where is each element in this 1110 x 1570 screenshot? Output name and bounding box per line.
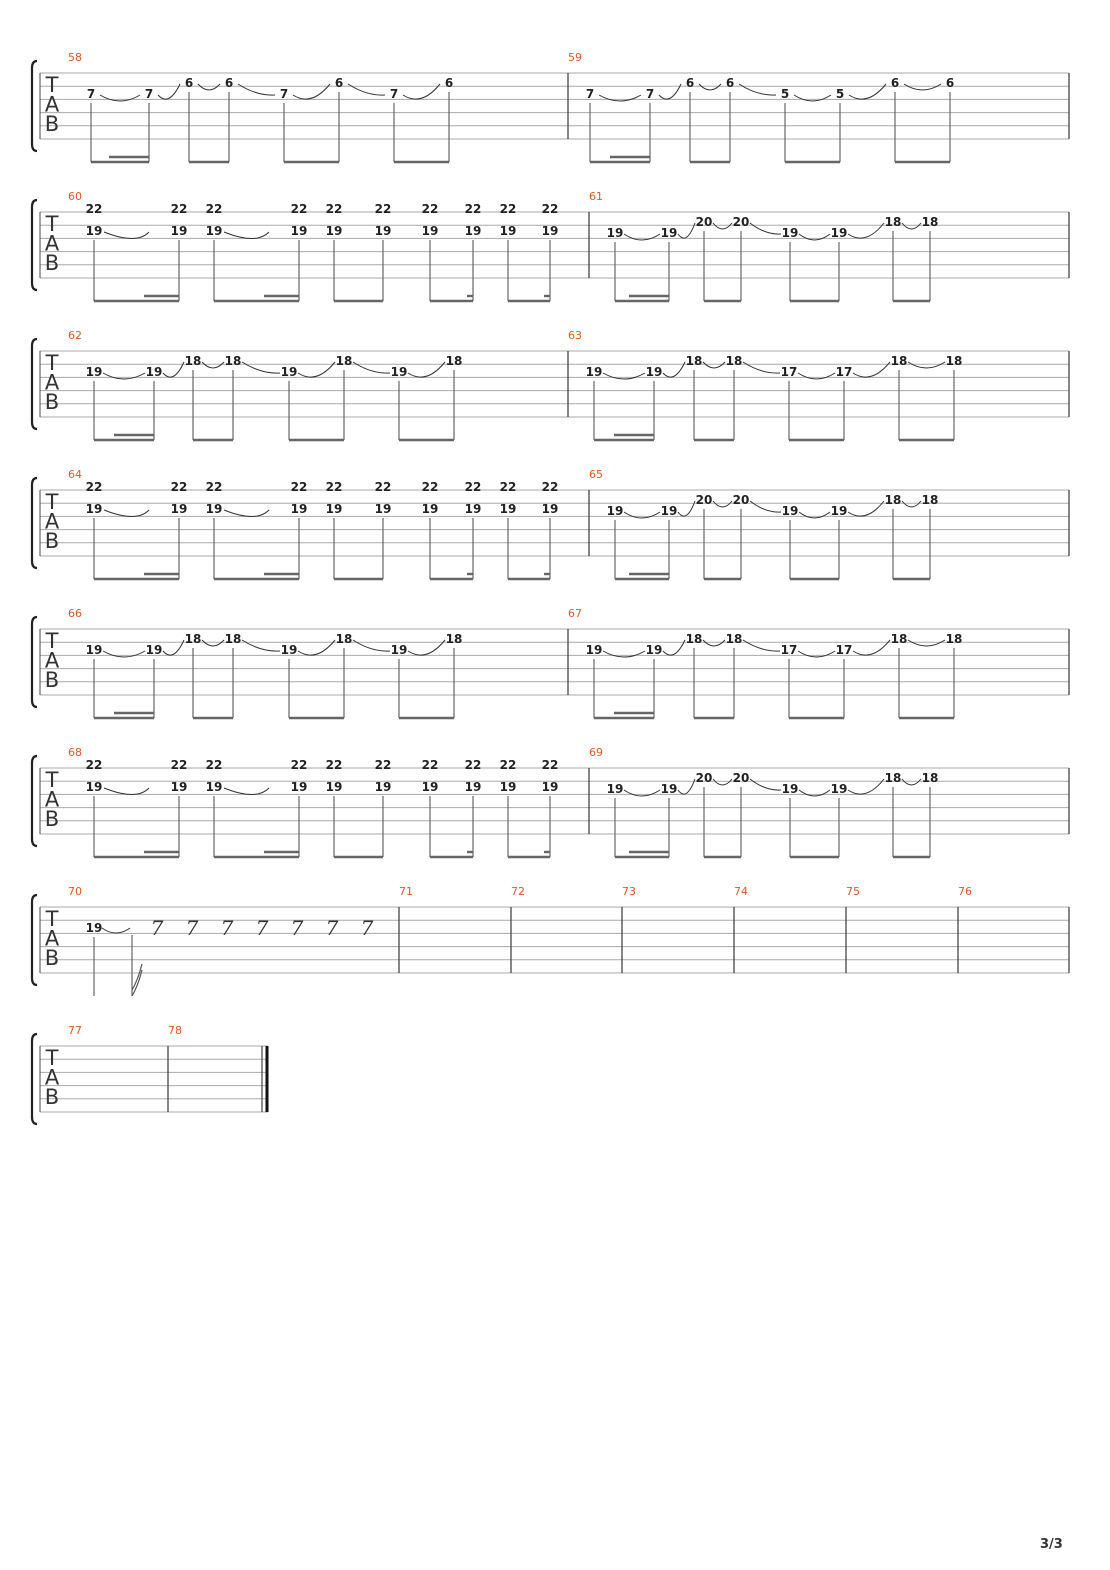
tie — [224, 232, 269, 239]
eighth-rest: 7 — [325, 916, 339, 940]
tie — [104, 788, 149, 795]
measure-number: 64 — [68, 468, 82, 481]
fret-number: 18 — [945, 354, 963, 368]
staff-system — [32, 607, 1069, 718]
tie — [599, 95, 641, 101]
tab-clef-letter: T — [45, 490, 59, 514]
tie — [798, 373, 835, 379]
fret-number: 18 — [884, 215, 902, 229]
tie — [103, 651, 145, 657]
tie — [353, 362, 390, 373]
tie — [703, 640, 725, 646]
tie — [750, 223, 781, 234]
fret-number: 18 — [445, 354, 463, 368]
fret-number: 18 — [884, 493, 902, 507]
fret-number: 18 — [685, 632, 703, 646]
tie — [238, 84, 275, 95]
tab-clef-letter: B — [44, 1085, 60, 1109]
fret-number: 18 — [921, 493, 939, 507]
tie — [799, 234, 830, 240]
fret-number: 17 — [835, 643, 853, 657]
fret-number: 22 — [85, 480, 103, 494]
fret-number: 19 — [781, 504, 799, 518]
measure-number: 73 — [622, 885, 636, 898]
fret-number: 19 — [205, 780, 223, 794]
fret-number: 18 — [224, 354, 242, 368]
fret-number: 18 — [725, 632, 743, 646]
measure-number: 60 — [68, 190, 82, 203]
staff-system — [32, 51, 1069, 162]
fret-number: 22 — [464, 202, 482, 216]
measure-number: 71 — [399, 885, 413, 898]
eighth-rest: 7 — [360, 916, 374, 940]
fret-number: 18 — [445, 632, 463, 646]
tie — [743, 640, 780, 651]
fret-number: 22 — [499, 758, 517, 772]
fret-number: 19 — [85, 224, 103, 238]
tie — [743, 362, 780, 373]
tie — [242, 362, 280, 373]
fret-number: 22 — [374, 202, 392, 216]
fret-number: 20 — [695, 493, 713, 507]
tie — [104, 232, 149, 239]
fret-number: 19 — [585, 643, 603, 657]
fret-number: 22 — [290, 758, 308, 772]
tie — [794, 95, 831, 101]
fret-number: 22 — [290, 480, 308, 494]
fret-number: 6 — [184, 76, 194, 90]
staff-system — [32, 468, 1069, 579]
fret-number: 19 — [499, 224, 517, 238]
measure-number: 58 — [68, 51, 82, 64]
tie — [224, 510, 269, 517]
tie — [739, 84, 776, 95]
eighth-rest: 7 — [255, 916, 269, 940]
measure-number: 69 — [589, 746, 603, 759]
fret-number: 22 — [205, 202, 223, 216]
fret-number: 19 — [645, 643, 663, 657]
fret-number: 19 — [830, 782, 848, 796]
fret-number: 18 — [685, 354, 703, 368]
fret-number: 19 — [390, 365, 408, 379]
tie — [699, 84, 721, 90]
fret-number: 22 — [170, 758, 188, 772]
fret-number: 22 — [325, 758, 343, 772]
measure-number: 74 — [734, 885, 748, 898]
fret-number: 19 — [374, 502, 392, 516]
fret-number: 19 — [85, 502, 103, 516]
fret-number: 6 — [334, 76, 344, 90]
fret-number: 19 — [290, 780, 308, 794]
fret-number: 19 — [421, 224, 439, 238]
fret-number: 20 — [695, 771, 713, 785]
note-flag — [132, 964, 142, 996]
fret-number: 19 — [290, 224, 308, 238]
fret-number: 19 — [499, 502, 517, 516]
fret-number: 19 — [280, 365, 298, 379]
fret-number: 19 — [585, 365, 603, 379]
fret-number: 22 — [205, 758, 223, 772]
tab-clef-letter: A — [44, 92, 60, 117]
fret-number: 18 — [921, 771, 939, 785]
measure-number: 61 — [589, 190, 603, 203]
tie — [603, 373, 645, 379]
staff-system — [32, 746, 1069, 857]
fret-number: 22 — [170, 480, 188, 494]
fret-number: 19 — [660, 226, 678, 240]
fret-number: 19 — [464, 780, 482, 794]
fret-number: 19 — [464, 224, 482, 238]
fret-number: 18 — [335, 354, 353, 368]
fret-number: 6 — [890, 76, 900, 90]
fret-number: 19 — [660, 504, 678, 518]
tie — [624, 790, 660, 796]
fret-number: 19 — [390, 643, 408, 657]
fret-number: 19 — [541, 502, 559, 516]
fret-number: 20 — [732, 771, 750, 785]
fret-number: 22 — [325, 480, 343, 494]
fret-number: 7 — [585, 87, 595, 101]
tie — [902, 501, 921, 507]
staff-system — [32, 885, 1069, 996]
tab-clef-letter: T — [45, 907, 59, 931]
tab-clef-letter: B — [44, 112, 60, 136]
fret-number: 6 — [945, 76, 955, 90]
fret-number: 22 — [464, 480, 482, 494]
tab-clef-letter: T — [45, 768, 59, 792]
fret-number: 7 — [86, 87, 96, 101]
fret-number: 6 — [224, 76, 234, 90]
tie — [713, 779, 732, 785]
measure-number: 62 — [68, 329, 82, 342]
fret-number: 19 — [325, 780, 343, 794]
measure-number: 68 — [68, 746, 82, 759]
tab-clef-letter: T — [45, 629, 59, 653]
measure-number: 59 — [568, 51, 582, 64]
measure-number: 77 — [68, 1024, 82, 1037]
fret-number: 18 — [890, 632, 908, 646]
tie — [904, 84, 941, 90]
fret-number: 18 — [945, 632, 963, 646]
fret-number: 19 — [85, 921, 103, 935]
fret-number: 20 — [732, 493, 750, 507]
fret-number: 19 — [499, 780, 517, 794]
tie — [624, 512, 660, 518]
fret-number: 7 — [144, 87, 154, 101]
page-number: 3/3 — [1040, 1537, 1063, 1552]
tie — [102, 928, 130, 933]
fret-number: 19 — [85, 780, 103, 794]
fret-number: 19 — [145, 643, 163, 657]
fret-number: 22 — [205, 480, 223, 494]
fret-number: 17 — [835, 365, 853, 379]
tie — [100, 95, 140, 101]
eighth-rest: 7 — [290, 916, 304, 940]
measure-number: 78 — [168, 1024, 182, 1037]
measure-number: 66 — [68, 607, 82, 620]
fret-number: 22 — [85, 202, 103, 216]
tab-clef-letter: T — [45, 212, 59, 236]
fret-number: 19 — [830, 504, 848, 518]
fret-number: 19 — [464, 502, 482, 516]
tie — [750, 501, 781, 512]
fret-number: 22 — [541, 202, 559, 216]
fret-number: 19 — [374, 780, 392, 794]
fret-number: 19 — [781, 782, 799, 796]
tab-clef-letter: T — [45, 1046, 59, 1070]
fret-number: 5 — [835, 87, 845, 101]
measure-number: 75 — [846, 885, 860, 898]
fret-number: 18 — [884, 771, 902, 785]
fret-number: 5 — [780, 87, 790, 101]
fret-number: 19 — [205, 224, 223, 238]
fret-number: 22 — [85, 758, 103, 772]
tie — [624, 234, 660, 240]
fret-number: 19 — [170, 780, 188, 794]
tie — [242, 640, 280, 651]
tie — [202, 640, 224, 646]
tie — [348, 84, 385, 95]
tie — [103, 373, 145, 379]
fret-number: 7 — [389, 87, 399, 101]
system-bracket — [32, 1034, 37, 1124]
fret-number: 22 — [374, 480, 392, 494]
tab-clef-letter: B — [44, 668, 60, 692]
fret-number: 19 — [541, 780, 559, 794]
fret-number: 19 — [170, 224, 188, 238]
system-bracket — [32, 200, 37, 290]
system-bracket — [32, 617, 37, 707]
system-bracket — [32, 478, 37, 568]
tie — [750, 779, 781, 790]
fret-number: 6 — [685, 76, 695, 90]
tie — [908, 362, 945, 368]
fret-number: 18 — [725, 354, 743, 368]
system-bracket — [32, 895, 37, 985]
staff-system — [32, 1024, 268, 1124]
fret-number: 19 — [606, 504, 624, 518]
fret-number: 18 — [224, 632, 242, 646]
measure-number: 76 — [958, 885, 972, 898]
fret-number: 19 — [374, 224, 392, 238]
fret-number: 18 — [890, 354, 908, 368]
fret-number: 19 — [830, 226, 848, 240]
tie — [713, 223, 732, 229]
tie — [202, 362, 224, 368]
fret-number: 20 — [695, 215, 713, 229]
fret-number: 22 — [421, 758, 439, 772]
eighth-rest: 7 — [220, 916, 234, 940]
fret-number: 18 — [184, 632, 202, 646]
system-bracket — [32, 61, 37, 151]
fret-number: 7 — [279, 87, 289, 101]
tab-clef-letter: B — [44, 807, 60, 831]
tab-clef-letter: A — [44, 1065, 60, 1090]
tie — [902, 779, 921, 785]
fret-number: 19 — [85, 365, 103, 379]
fret-number: 18 — [335, 632, 353, 646]
tie — [798, 651, 835, 657]
staff-system — [32, 329, 1069, 440]
tie — [104, 510, 149, 517]
fret-number: 22 — [499, 202, 517, 216]
fret-number: 22 — [290, 202, 308, 216]
fret-number: 6 — [444, 76, 454, 90]
fret-number: 22 — [541, 480, 559, 494]
fret-number: 17 — [780, 643, 798, 657]
fret-number: 19 — [205, 502, 223, 516]
tab-clef-letter: B — [44, 529, 60, 553]
tie — [908, 640, 945, 646]
fret-number: 6 — [725, 76, 735, 90]
measure-number: 65 — [589, 468, 603, 481]
fret-number: 20 — [732, 215, 750, 229]
tie — [902, 223, 921, 229]
measure-number: 63 — [568, 329, 582, 342]
measure-number: 67 — [568, 607, 582, 620]
fret-number: 22 — [170, 202, 188, 216]
tab-clef-letter: A — [44, 787, 60, 812]
fret-number: 19 — [606, 226, 624, 240]
fret-number: 22 — [499, 480, 517, 494]
fret-number: 22 — [421, 202, 439, 216]
tie — [703, 362, 725, 368]
fret-number: 19 — [645, 365, 663, 379]
tie — [353, 640, 390, 651]
tie — [198, 84, 220, 90]
staff-system — [32, 190, 1069, 301]
tie — [713, 501, 732, 507]
measure-number: 70 — [68, 885, 82, 898]
tie — [799, 790, 830, 796]
fret-number: 19 — [606, 782, 624, 796]
fret-number: 22 — [541, 758, 559, 772]
fret-number: 19 — [280, 643, 298, 657]
tab-clef-letter: A — [44, 509, 60, 534]
fret-number: 19 — [541, 224, 559, 238]
fret-number: 22 — [464, 758, 482, 772]
tab-clef-letter: A — [44, 648, 60, 673]
tab-clef-letter: B — [44, 251, 60, 275]
eighth-rest: 7 — [150, 916, 164, 940]
tab-clef-letter: B — [44, 390, 60, 414]
system-bracket — [32, 339, 37, 429]
tab-clef-letter: A — [44, 926, 60, 951]
fret-number: 19 — [781, 226, 799, 240]
fret-number: 19 — [660, 782, 678, 796]
tab-clef-letter: A — [44, 370, 60, 395]
tie — [224, 788, 269, 795]
tab-clef-letter: T — [45, 351, 59, 375]
tie — [603, 651, 645, 657]
tab-clef-letter: T — [45, 73, 59, 97]
fret-number: 19 — [290, 502, 308, 516]
fret-number: 19 — [325, 224, 343, 238]
fret-number: 17 — [780, 365, 798, 379]
fret-number: 19 — [145, 365, 163, 379]
tab-clef-letter: B — [44, 946, 60, 970]
fret-number: 22 — [374, 758, 392, 772]
eighth-rest: 7 — [185, 916, 199, 940]
fret-number: 18 — [921, 215, 939, 229]
tie — [799, 512, 830, 518]
fret-number: 22 — [325, 202, 343, 216]
fret-number: 22 — [421, 480, 439, 494]
tab-clef-letter: A — [44, 231, 60, 256]
fret-number: 18 — [184, 354, 202, 368]
fret-number: 19 — [85, 643, 103, 657]
fret-number: 19 — [421, 780, 439, 794]
system-bracket — [32, 756, 37, 846]
fret-number: 19 — [421, 502, 439, 516]
fret-number: 19 — [325, 502, 343, 516]
fret-number: 19 — [170, 502, 188, 516]
measure-number: 72 — [511, 885, 525, 898]
fret-number: 7 — [645, 87, 655, 101]
